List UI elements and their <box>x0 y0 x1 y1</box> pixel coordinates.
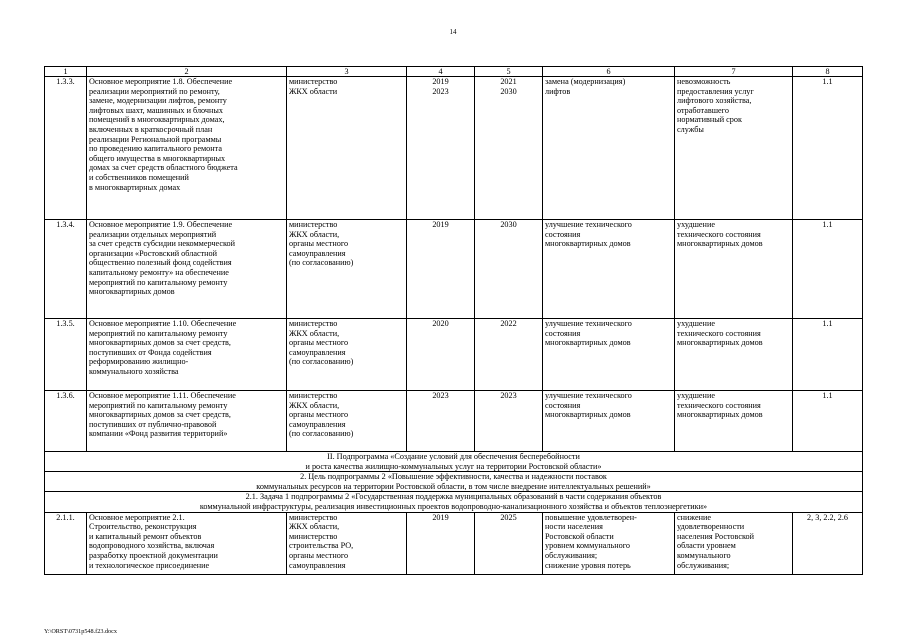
goal-heading: 2. Цель подпрограммы 2 «Повышение эффективности, качества и надежности поставок коммунальных ресурсов на территории Ростовской области, в том числе внедрение интеллектуальных решений» <box>45 472 863 492</box>
event-description: Основное мероприятие 1.11. Обеспечение мероприятий по капитальному ремонту многоквартирных домов за счет средств, поступивших от публично-правовой компании «Фонд развития территорий» <box>87 391 287 452</box>
start-year: 2019 <box>407 512 475 574</box>
end-year: 2030 <box>475 220 543 319</box>
non-implementation-consequence: ухудшение технического состояния многоквартирных домов <box>675 319 793 391</box>
section-row <box>45 452 863 472</box>
expected-result: улучшение технического состояния многоквартирных домов <box>543 220 675 319</box>
non-implementation-consequence: снижение удовлетворенности населения Ростовской области уровнем коммунального обслуживания; <box>675 512 793 574</box>
end-year: 2021 2030 <box>475 77 543 220</box>
table-row <box>45 319 863 391</box>
row-number: 1.3.6. <box>45 391 87 452</box>
executor: министерство ЖКХ области, министерство строительства РО, органы местного самоуправления <box>287 512 407 574</box>
event-description: Основное мероприятие 1.8. Обеспечение реализации мероприятий по ремонту, замене, модернизации лифтов, ремонту лифтовых шахт, машинных и блочных помещений в многоквартирных домах, включенных в краткосрочный план реализации Региональной программы по проведению капитального ремонта общего имущества в многоквартирных домах за счет средств областного бюджета и собственников помещений в многоквартирных домах <box>87 77 287 220</box>
indicator-link: 1.1 <box>793 391 863 452</box>
event-description: Основное мероприятие 1.10. Обеспечение мероприятий по капитальному ремонту многоквартирных домов за счет средств, поступивших от Фонда содействия реформированию жилищно- коммунального хозяйства <box>87 319 287 391</box>
col-header: 6 <box>543 67 675 77</box>
end-year: 2025 <box>475 512 543 574</box>
col-header: 8 <box>793 67 863 77</box>
start-year: 2020 <box>407 319 475 391</box>
non-implementation-consequence: ухудшение технического состояния многоквартирных домов <box>675 391 793 452</box>
end-year: 2022 <box>475 319 543 391</box>
indicator-link: 1.1 <box>793 77 863 220</box>
end-year: 2023 <box>475 391 543 452</box>
expected-result: улучшение технического состояния многоквартирных домов <box>543 319 675 391</box>
indicator-link: 1.1 <box>793 220 863 319</box>
table-row <box>45 77 863 220</box>
section-row <box>45 492 863 512</box>
indicator-link: 1.1 <box>793 319 863 391</box>
task-heading: 2.1. Задача 1 подпрограммы 2 «Государственная поддержка муниципальных образований в части содержания объектов коммунальной инфраструктуры, реализация инвестиционных проектов водопроводно-канализационного хозяйства и объектов теплоэнергетики» <box>45 492 863 512</box>
col-header: 5 <box>475 67 543 77</box>
executor: министерство ЖКХ области, органы местного самоуправления (по согласованию) <box>287 220 407 319</box>
row-number: 1.3.3. <box>45 77 87 220</box>
column-number-row <box>45 67 863 77</box>
table-row <box>45 220 863 319</box>
subprogram-heading: II. Подпрограмма «Создание условий для обеспечения бесперебойности и роста качества жилищно-коммунальных услуг на территории Ростовской области» <box>45 452 863 472</box>
executor: министерство ЖКХ области, органы местного самоуправления (по согласованию) <box>287 391 407 452</box>
start-year: 2019 <box>407 220 475 319</box>
event-description: Основное мероприятие 2.1. Строительство, реконструкция и капитальный ремонт объектов водопроводного хозяйства, включая разработку проектной документации и технологическое присоединение <box>87 512 287 574</box>
row-number: 1.3.4. <box>45 220 87 319</box>
section-row <box>45 472 863 492</box>
page-number: 14 <box>449 28 457 36</box>
start-year: 2019 2023 <box>407 77 475 220</box>
col-header: 3 <box>287 67 407 77</box>
expected-result: улучшение технического состояния многоквартирных домов <box>543 391 675 452</box>
non-implementation-consequence: невозможность предоставления услуг лифтового хозяйства, отработавшего нормативный срок службы <box>675 77 793 220</box>
col-header: 4 <box>407 67 475 77</box>
non-implementation-consequence: ухудшение технического состояния многоквартирных домов <box>675 220 793 319</box>
row-number: 2.1.1. <box>45 512 87 574</box>
executor: министерство ЖКХ области, органы местного самоуправления (по согласованию) <box>287 319 407 391</box>
indicator-link: 2, 3, 2.2, 2.6 <box>793 512 863 574</box>
executor: министерство ЖКХ области <box>287 77 407 220</box>
col-header: 2 <box>87 67 287 77</box>
table-row <box>45 391 863 452</box>
program-events-table <box>44 66 863 575</box>
expected-result: повышение удовлетворен- ности населения Ростовской области уровнем коммунального обслуживания; снижение уровня потерь <box>543 512 675 574</box>
col-header: 1 <box>45 67 87 77</box>
row-number: 1.3.5. <box>45 319 87 391</box>
expected-result: замена (модернизация) лифтов <box>543 77 675 220</box>
col-header: 7 <box>675 67 793 77</box>
table-row <box>45 512 863 574</box>
start-year: 2023 <box>407 391 475 452</box>
event-description: Основное мероприятие 1.9. Обеспечение реализации отдельных мероприятий за счет средств субсидии некоммерческой организации «Ростовский областной общественно полезный фонд содействия капитальному ремонту» на обеспечение мероприятий по капитальному ремонту многоквартирных домов <box>87 220 287 319</box>
file-path-footer: Y:\ORST\0731p548.f23.docx <box>44 628 117 635</box>
